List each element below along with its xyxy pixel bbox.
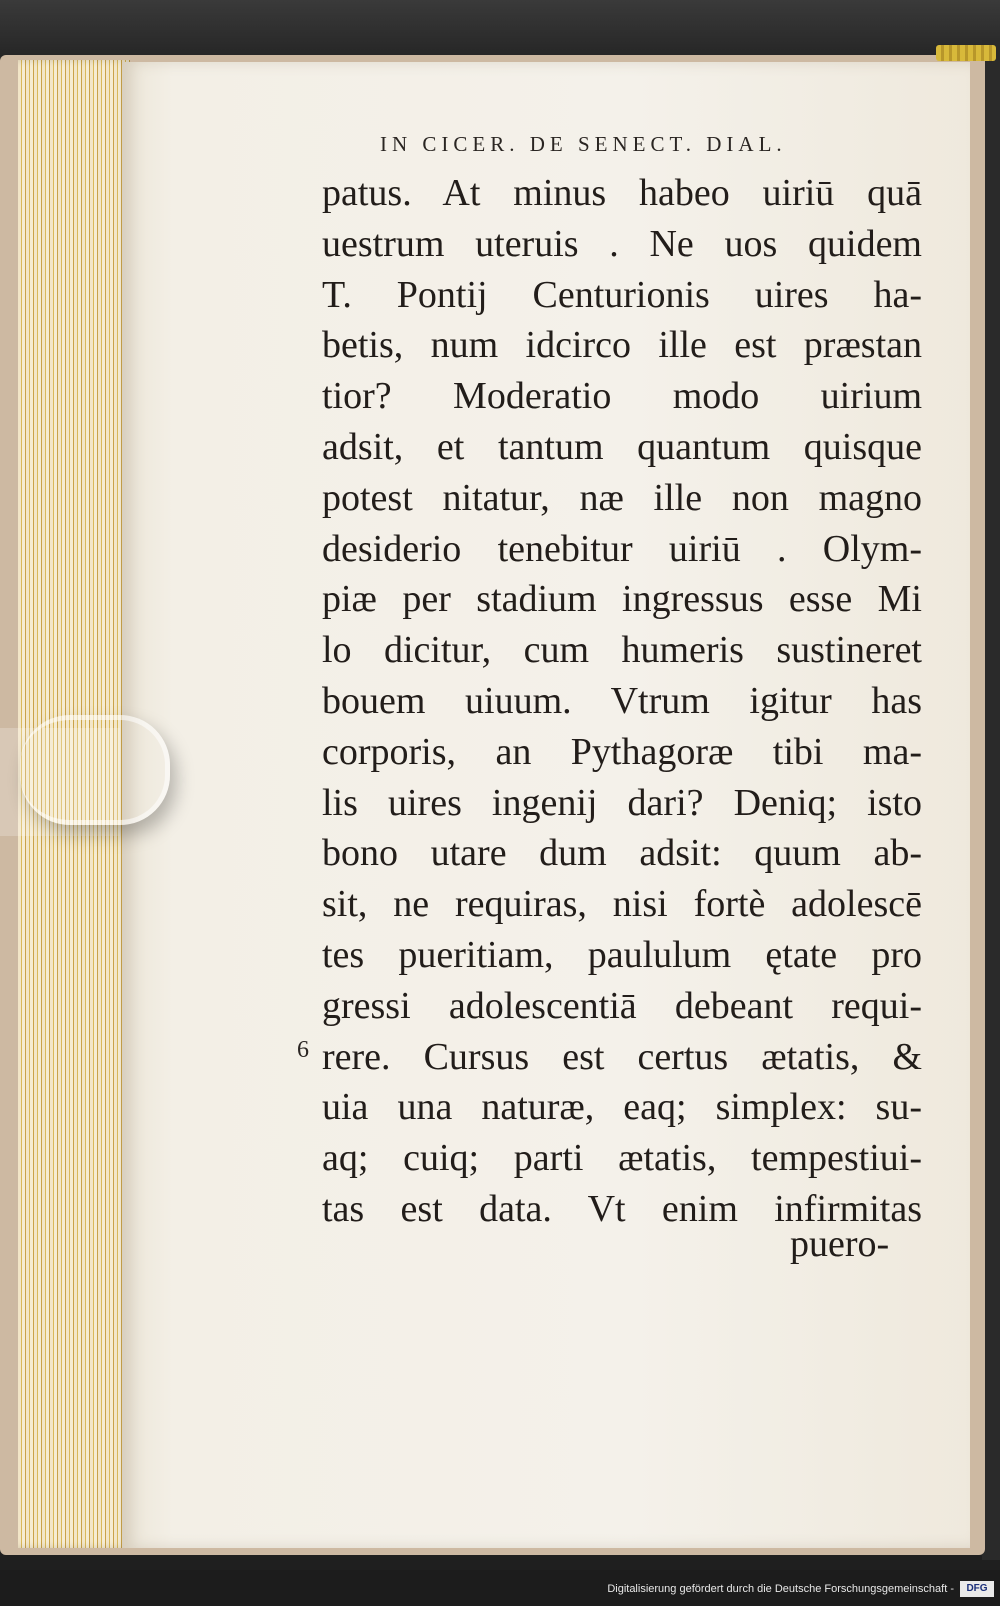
- text-line: uia una naturæ, eaq; simplex: su-: [322, 1086, 922, 1129]
- text-line: desiderio tenebitur uiriū . Olym-: [322, 527, 922, 570]
- text-line: lis uires ingenij dari? Deniq; isto: [322, 781, 922, 824]
- text-line: patus. At minus habeo uiriū quā: [322, 172, 922, 214]
- page-clip-loop: [20, 715, 170, 825]
- text-line: sit, ne requiras, nisi fortè adolescē: [322, 883, 922, 926]
- text-line: lo dicitur, cum humeris sustineret: [322, 629, 922, 672]
- text-line: bono utare dum adsit: quum ab-: [322, 832, 922, 875]
- text-line: bouem uiuum. Vtrum igitur has: [322, 679, 922, 722]
- text-line: tes pueritiam, paululum ętate pro: [322, 933, 922, 976]
- text-line: T. Pontij Centurionis uires ha-: [322, 273, 922, 316]
- text-block: [322, 168, 922, 1235]
- margin-number: 6: [297, 1037, 309, 1063]
- text-line: piæ per stadium ingressus esse Mi: [322, 578, 922, 621]
- bookmark-ribbon: [936, 45, 996, 61]
- running-head: IN CICER. DE SENECT. DIAL.: [380, 132, 787, 156]
- text-line: tior? Moderatio modo uirium: [322, 375, 922, 418]
- backdrop: [0, 0, 1000, 60]
- text-line: adsit, et tantum quantum quisque: [322, 425, 922, 468]
- text-line: uestrum uteruis . Ne uos quidem: [322, 222, 922, 265]
- text-line: aq; cuiq; parti ætatis, tempestiui-: [322, 1137, 922, 1180]
- text-line: tas est data. Vt enim infirmitas: [322, 1187, 922, 1230]
- text-line: corporis, an Pythagoræ tibi ma-: [322, 730, 922, 773]
- text-line: rere. Cursus est certus ætatis, &: [322, 1035, 922, 1078]
- catchword: puero-: [790, 1223, 890, 1265]
- text-line: betis, num idcirco ille est præstan: [322, 324, 922, 367]
- funding-credit: Digitalisierung gefördert durch die Deutsche Forschungsgemeinschaft -: [607, 1583, 954, 1595]
- text-line: gressi adolescentiā debeant requi-: [322, 984, 922, 1027]
- dfg-logo: DFG: [960, 1581, 994, 1597]
- text-line: potest nitatur, næ ille non magno: [322, 476, 922, 519]
